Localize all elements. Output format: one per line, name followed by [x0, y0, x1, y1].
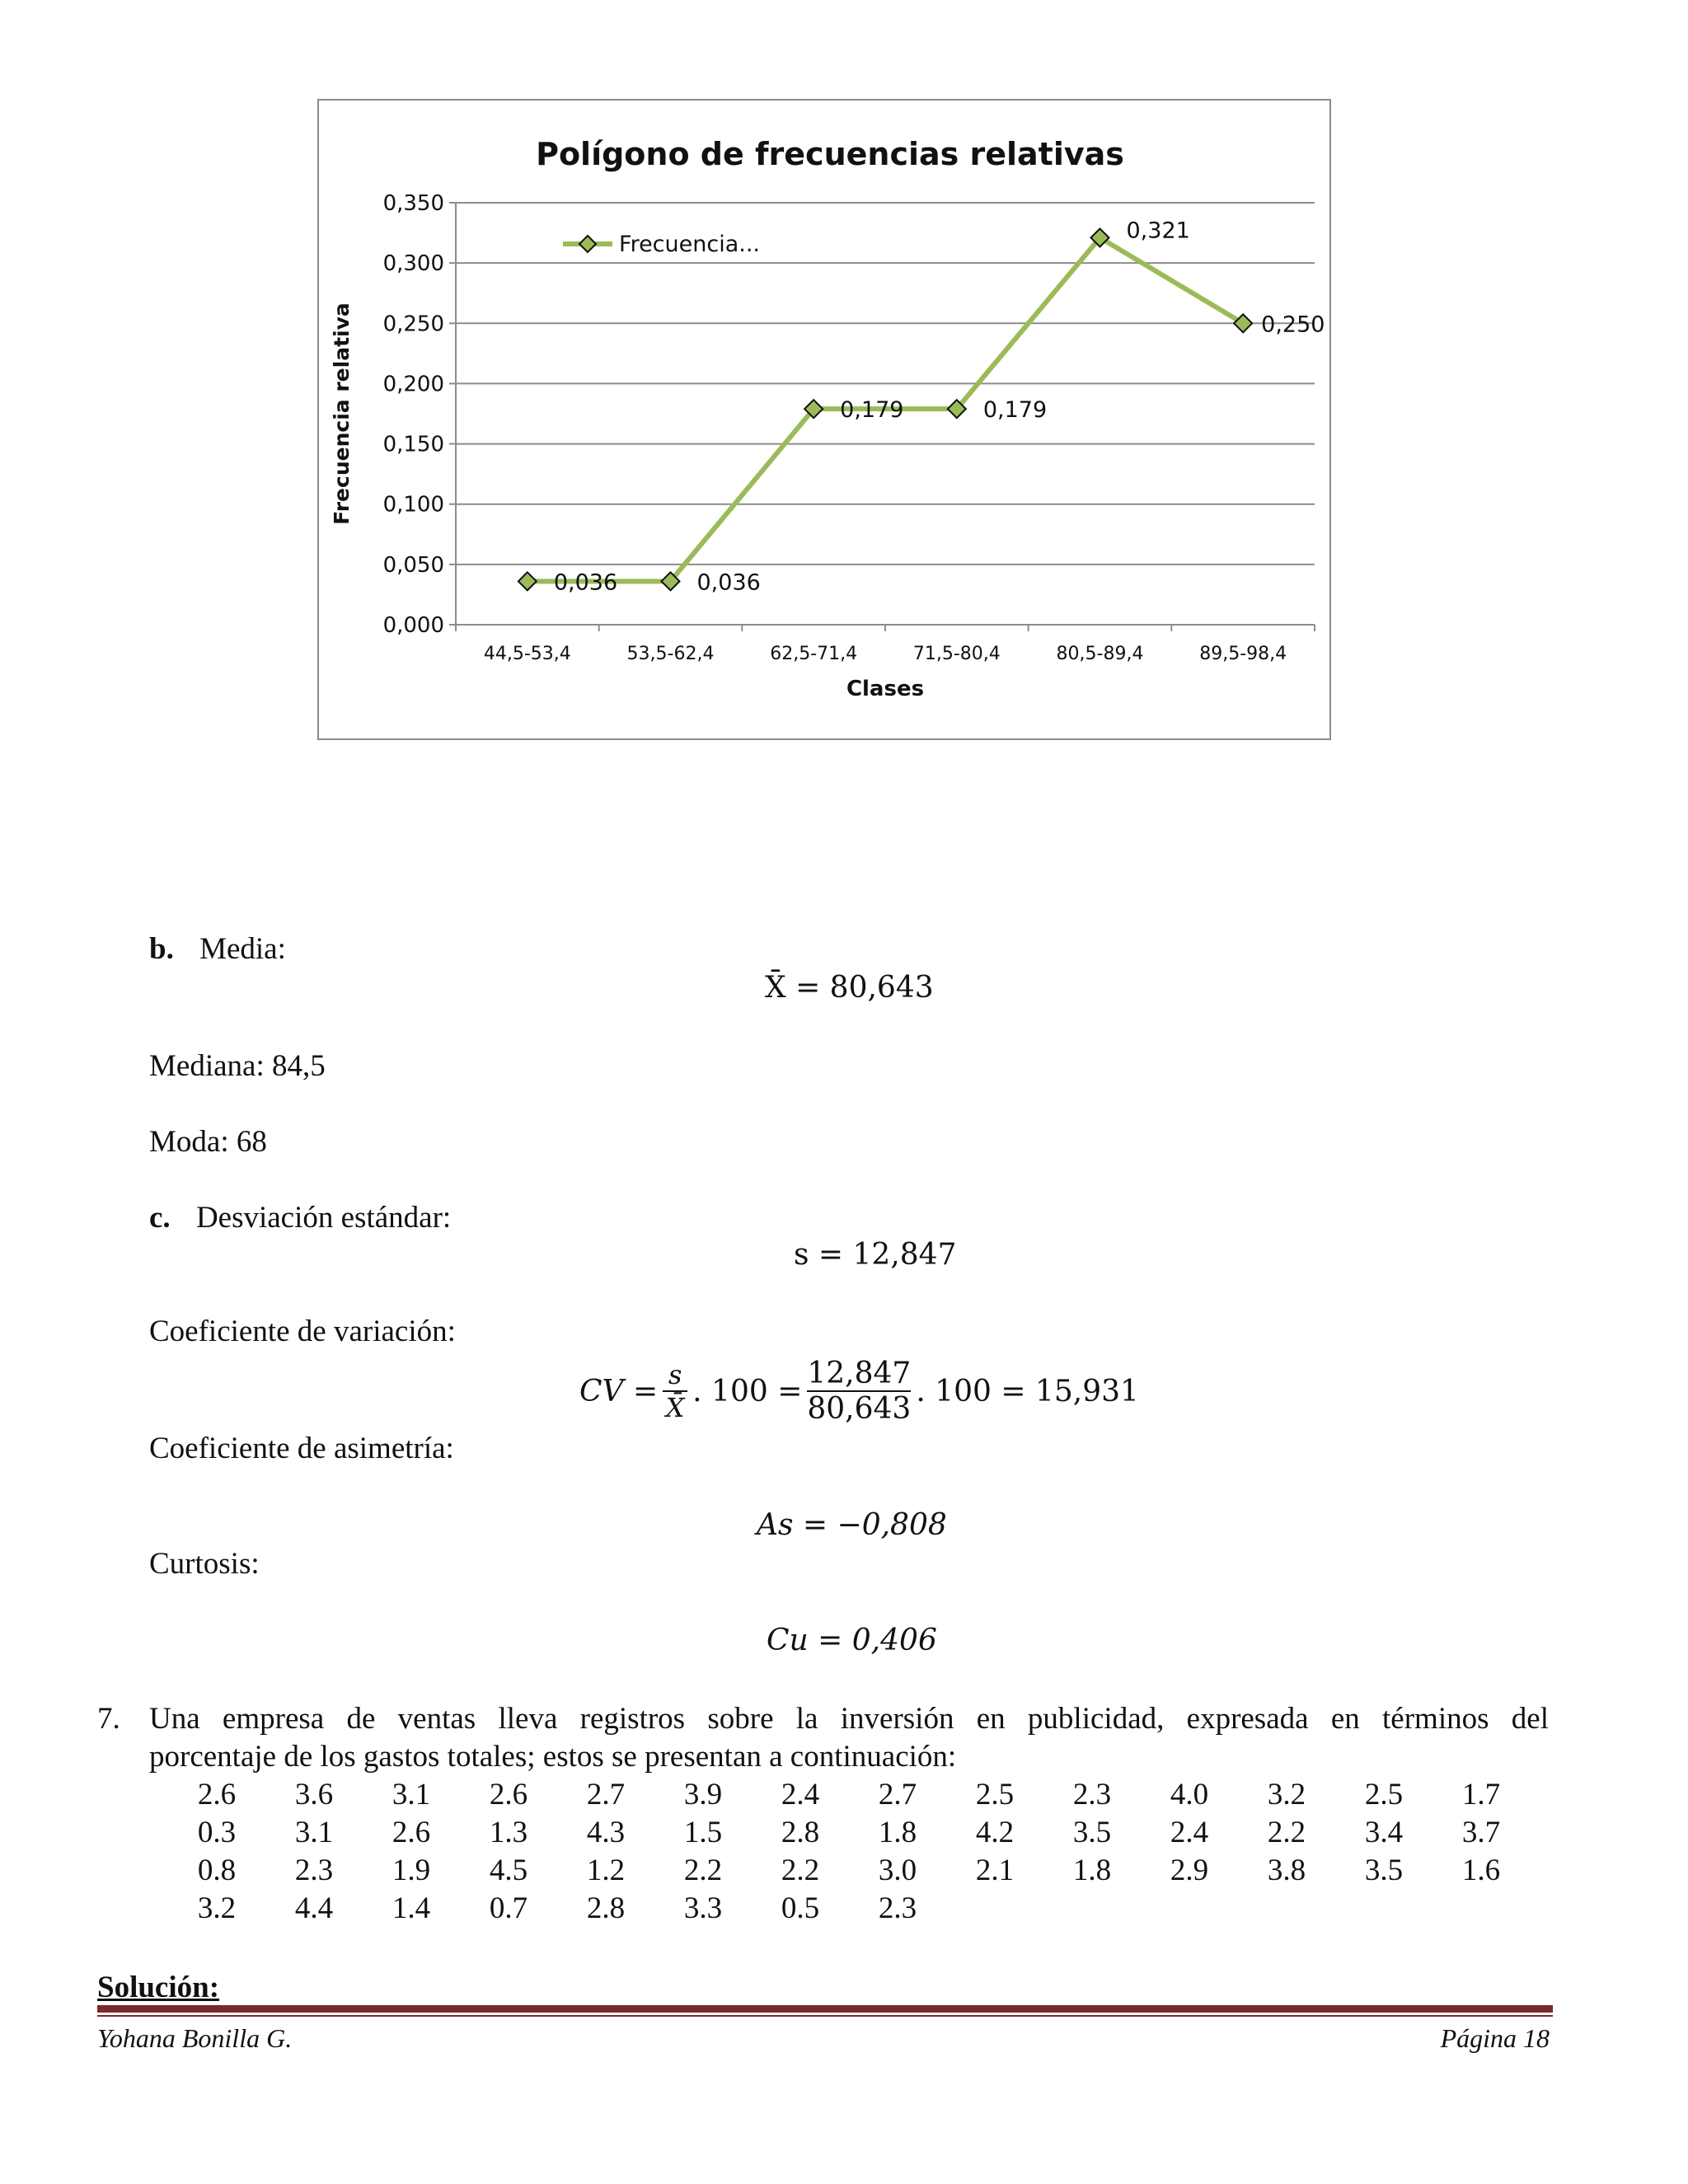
- problem-7-number: 7.: [97, 1702, 120, 1736]
- table-cell: 0.8: [197, 1853, 237, 1887]
- table-cell: 2.7: [878, 1777, 917, 1811]
- table-cell: 3.1: [294, 1815, 334, 1849]
- table-cell: 2.3: [878, 1891, 917, 1925]
- curt-label: Curtosis:: [149, 1547, 260, 1581]
- table-cell: 0.7: [489, 1891, 528, 1925]
- x-tick-label: 44,5-53,4: [483, 644, 571, 664]
- section-c: [149, 1200, 451, 1235]
- y-axis-label: Frecuencia relativa: [330, 302, 354, 525]
- y-tick-label: 0,150: [382, 432, 444, 457]
- table-cell: 2.1: [975, 1853, 1015, 1887]
- mediana-text: Mediana: 84,5: [149, 1049, 326, 1083]
- curt-formula: Cu = 0,406: [767, 1624, 937, 1657]
- chart-frame: [317, 99, 1331, 740]
- x-tick-label: 80,5-89,4: [1056, 644, 1144, 664]
- table-cell: 1.2: [586, 1853, 626, 1887]
- table-cell: 2.4: [781, 1777, 820, 1811]
- table-cell: 3.5: [1364, 1853, 1404, 1887]
- table-cell: 1.8: [878, 1815, 917, 1849]
- table-cell: 1.8: [1072, 1853, 1112, 1887]
- desv-formula: s = 12,847: [794, 1238, 957, 1272]
- table-cell: 1.9: [392, 1853, 431, 1887]
- cv-mid: . 100 =: [692, 1374, 803, 1408]
- table-cell: 2.8: [586, 1891, 626, 1925]
- table-cell: 2.3: [294, 1853, 334, 1887]
- table-cell: 4.5: [489, 1853, 528, 1887]
- y-tick-label: 0,050: [382, 552, 444, 578]
- table-cell: 2.6: [197, 1777, 237, 1811]
- cv-label: Coeficiente de variación:: [149, 1315, 456, 1348]
- table-cell: 1.7: [1461, 1777, 1501, 1811]
- table-cell: 2.2: [1267, 1815, 1306, 1849]
- table-cell: 3.9: [683, 1777, 723, 1811]
- cv-frac2-num: 12,847: [807, 1357, 912, 1390]
- legend-swatch-marker: [579, 236, 596, 252]
- data-label: 0,179: [982, 397, 1048, 424]
- y-tick-label: 0,200: [382, 372, 444, 397]
- asim-formula: As = −0,808: [757, 1508, 947, 1542]
- data-label: 0,036: [553, 569, 618, 596]
- table-cell: 4.0: [1170, 1777, 1209, 1811]
- x-tick-label: 53,5-62,4: [626, 644, 715, 664]
- x-tick-label: 89,5-98,4: [1199, 644, 1287, 664]
- legend-label: Frecuencia...: [619, 232, 761, 257]
- media-label: Media:: [199, 932, 286, 966]
- table-cell: 2.3: [1072, 1777, 1112, 1811]
- data-table-grid: [168, 1775, 1530, 1927]
- asim-label: Coeficiente de asimetría:: [149, 1432, 454, 1465]
- y-tick-label: 0,000: [382, 613, 444, 638]
- cv-formula: [579, 1350, 1139, 1432]
- table-cell: 2.5: [975, 1777, 1015, 1811]
- footer-rule-thick: [97, 2005, 1553, 2013]
- desv-label: Desviación estándar:: [195, 1201, 452, 1235]
- table-cell: 2.5: [1364, 1777, 1404, 1811]
- chart-title: Polígono de frecuencias relativas: [536, 136, 1124, 172]
- table-cell: 3.8: [1267, 1853, 1306, 1887]
- frequency-polygon-chart: [319, 101, 1329, 738]
- cv-frac1-den: X̄: [663, 1390, 687, 1423]
- section-b: [149, 931, 286, 967]
- table-cell: 0.5: [781, 1891, 820, 1925]
- cv-frac2-den: 80,643: [807, 1392, 912, 1426]
- table-row: [168, 1851, 1530, 1889]
- section-c-letter: c.: [149, 1201, 171, 1235]
- table-cell: 2.8: [781, 1815, 820, 1849]
- table-cell: 3.7: [1461, 1815, 1501, 1849]
- table-cell: 3.3: [683, 1891, 723, 1925]
- table-cell: 1.4: [392, 1891, 431, 1925]
- media-formula: X̄ = 80,643: [765, 971, 934, 1005]
- cv-fraction-2: [807, 1357, 911, 1426]
- table-cell: 1.3: [489, 1815, 528, 1849]
- table-row: [168, 1889, 1530, 1927]
- table-cell: 3.1: [392, 1777, 431, 1811]
- cv-lhs: CV =: [579, 1374, 659, 1408]
- section-b-letter: b.: [149, 932, 174, 966]
- table-cell: 1.5: [683, 1815, 723, 1849]
- data-point-marker: [518, 572, 537, 590]
- table-cell: 2.2: [781, 1853, 820, 1887]
- table-cell: 1.6: [1461, 1853, 1501, 1887]
- footer-author: Yohana Bonilla G.: [97, 2023, 293, 2053]
- table-cell: 2.9: [1170, 1853, 1209, 1887]
- x-tick-label: 62,5-71,4: [770, 644, 858, 664]
- table-cell: 2.7: [586, 1777, 626, 1811]
- table-cell: 4.3: [586, 1815, 626, 1849]
- table-cell: 3.0: [878, 1853, 917, 1887]
- table-cell: 3.4: [1364, 1815, 1404, 1849]
- table-cell: 2.6: [392, 1815, 431, 1849]
- table-cell: 3.6: [294, 1777, 334, 1811]
- table-cell: 2.2: [683, 1853, 723, 1887]
- data-table: [168, 1775, 1530, 1927]
- y-tick-label: 0,350: [382, 191, 444, 216]
- table-cell: 3.2: [1267, 1777, 1306, 1811]
- table-cell: 4.2: [975, 1815, 1015, 1849]
- table-cell: 3.2: [197, 1891, 237, 1925]
- table-cell: 3.5: [1072, 1815, 1112, 1849]
- cv-frac1-num: s: [668, 1359, 682, 1390]
- moda-text: Moda: 68: [149, 1125, 267, 1159]
- data-label: 0,036: [696, 569, 761, 596]
- table-row: [168, 1775, 1530, 1813]
- table-cell: 2.4: [1170, 1815, 1209, 1849]
- footer-page: Página 18: [1440, 2023, 1550, 2053]
- table-row: [168, 1813, 1530, 1851]
- y-tick-label: 0,300: [382, 251, 444, 277]
- cv-rhs: . 100 = 15,931: [916, 1374, 1139, 1408]
- problem-7-line2: porcentaje de los gastos totales; estos se presentan a continuación:: [149, 1740, 957, 1774]
- data-label: 0,321: [1126, 218, 1190, 244]
- cv-fraction-1: [663, 1359, 687, 1423]
- x-tick-label: 71,5-80,4: [912, 644, 1001, 664]
- table-cell: 2.6: [489, 1777, 528, 1811]
- problem-7-line1: Una empresa de ventas lleva registros sobre la inversión en publicidad, expresada en términos del: [149, 1702, 1549, 1736]
- footer-rule-thin: [97, 2015, 1553, 2017]
- y-tick-label: 0,100: [382, 492, 444, 518]
- data-label: 0,179: [840, 397, 904, 424]
- data-label: 0,250: [1261, 312, 1325, 338]
- y-tick-label: 0,250: [382, 312, 444, 337]
- table-cell: 0.3: [197, 1815, 237, 1849]
- x-axis-label: Clases: [846, 677, 925, 701]
- table-cell: 4.4: [294, 1891, 334, 1925]
- solucion-heading: Solución:: [97, 1971, 220, 2004]
